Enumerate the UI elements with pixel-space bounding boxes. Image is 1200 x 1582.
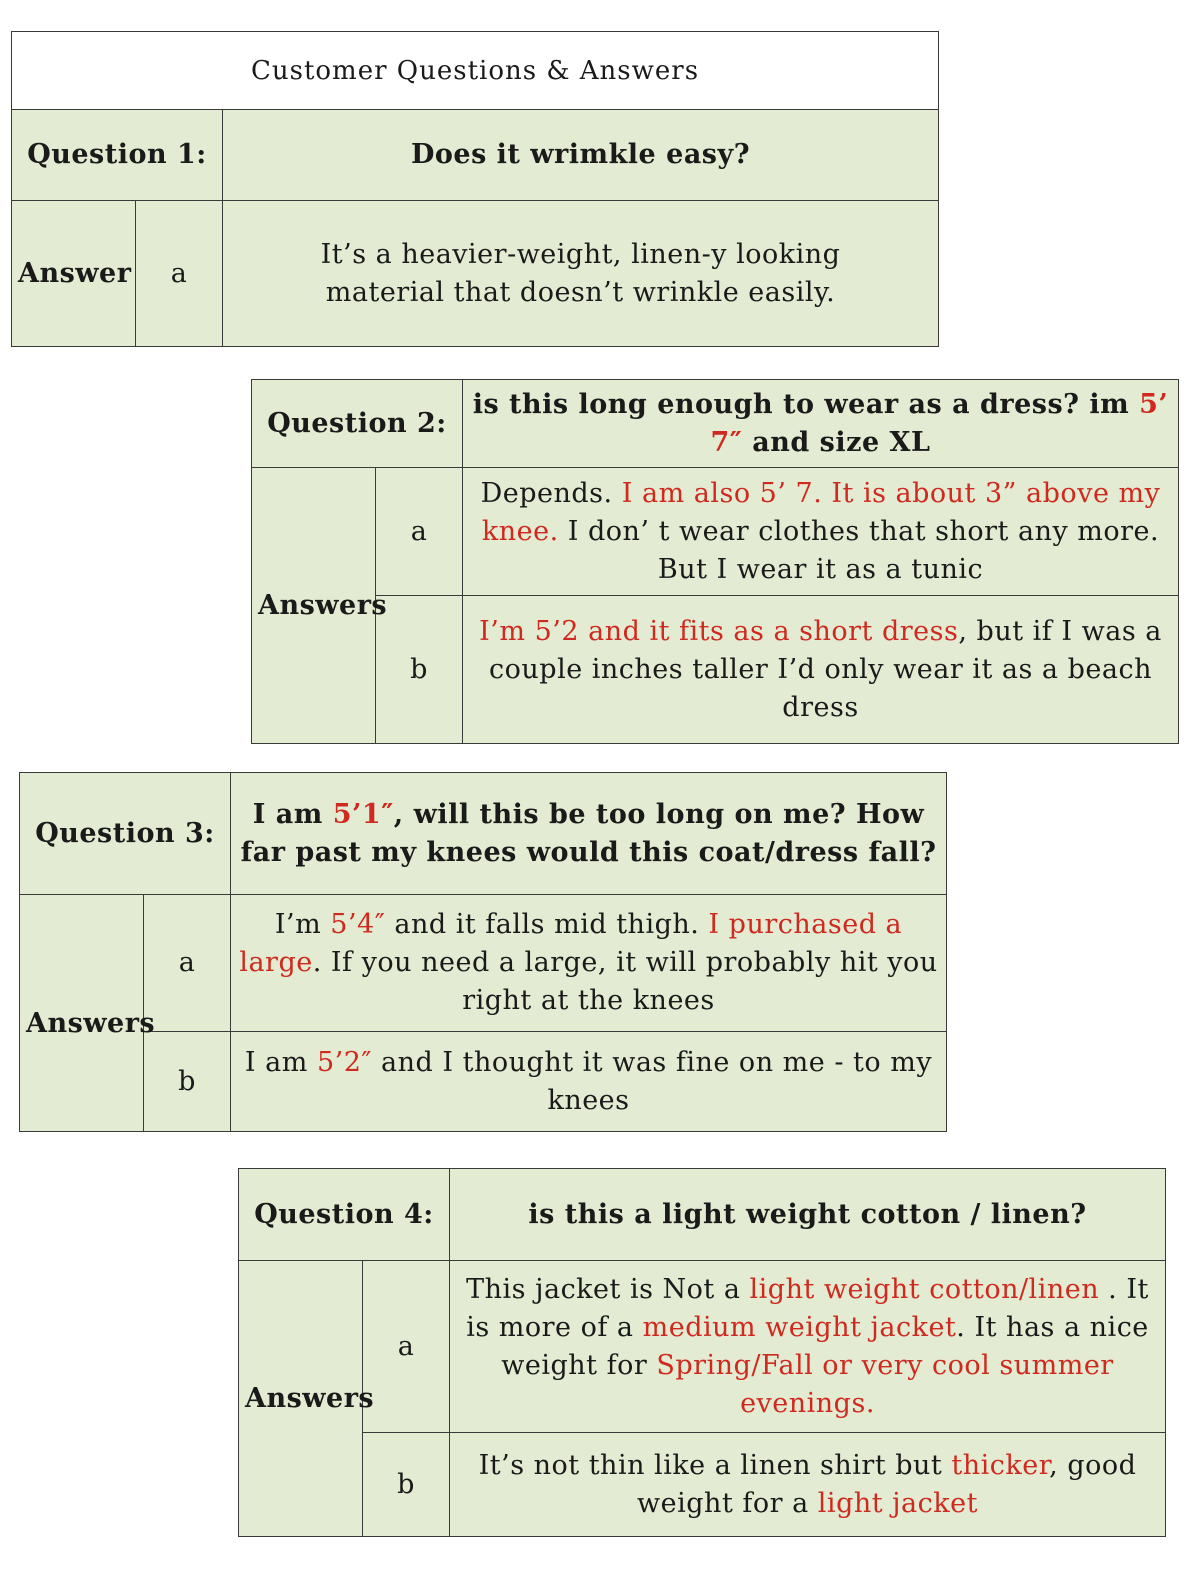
answer-letter: a [136, 201, 223, 347]
question-3-text: I am 5’1″, will this be too long on me? How far past my knees would this coat/dress fall? [231, 773, 947, 895]
answers-label: Answers [252, 468, 376, 744]
answer-2b-text: I’m 5’2 and it fits as a short dress, but if I was a couple inches taller I’d only wear it as a beach dress [463, 596, 1179, 744]
question-1-label: Question 1: [12, 110, 223, 201]
qa-table-3 [19, 772, 947, 1132]
answers-label: Answer [12, 201, 136, 347]
question-2-text: is this long enough to wear as a dress? im 5’ 7″ and size XL [463, 380, 1179, 468]
qa-table-1 [11, 31, 939, 347]
answer-letter: a [144, 895, 231, 1032]
answer-4b-text: It’s not thin like a linen shirt but thicker, good weight for a light jacket [450, 1433, 1166, 1537]
answers-label: Answers [239, 1261, 363, 1537]
answer-letter: b [144, 1032, 231, 1132]
answer-2a-text: Depends. I am also 5’ 7. It is about 3” above my knee. I don’ t wear clothes that short any more. But I wear it as a tunic [463, 468, 1179, 596]
answer-4a-text: This jacket is Not a light weight cotton/linen . It is more of a medium weight jacket. It has a nice weight for Spring/Fall or very cool summer evenings. [450, 1261, 1166, 1433]
question-3-label: Question 3: [20, 773, 231, 895]
answers-label: Answers [20, 895, 144, 1132]
question-2-label: Question 2: [252, 380, 463, 468]
qa-table-4 [238, 1168, 1166, 1537]
answer-3b-text: I am 5’2″ and I thought it was fine on me - to my knees [231, 1032, 947, 1132]
answer-3a-text: I’m 5’4″ and it falls mid thigh. I purchased a large. If you need a large, it will probably hit you right at the knees [231, 895, 947, 1032]
answer-letter: a [376, 468, 463, 596]
answer-letter: b [363, 1433, 450, 1537]
qa-table-2 [251, 379, 1179, 744]
answer-letter: b [376, 596, 463, 744]
question-1-text: Does it wrimkle easy? [223, 110, 939, 201]
answer-letter: a [363, 1261, 450, 1433]
answer-1a-text: It’s a heavier-weight, linen-y looking material that doesn’t wrinkle easily. [223, 201, 939, 347]
question-4-text: is this a light weight cotton / linen? [450, 1169, 1166, 1261]
page-title: Customer Questions & Answers [12, 32, 939, 110]
question-4-label: Question 4: [239, 1169, 450, 1261]
